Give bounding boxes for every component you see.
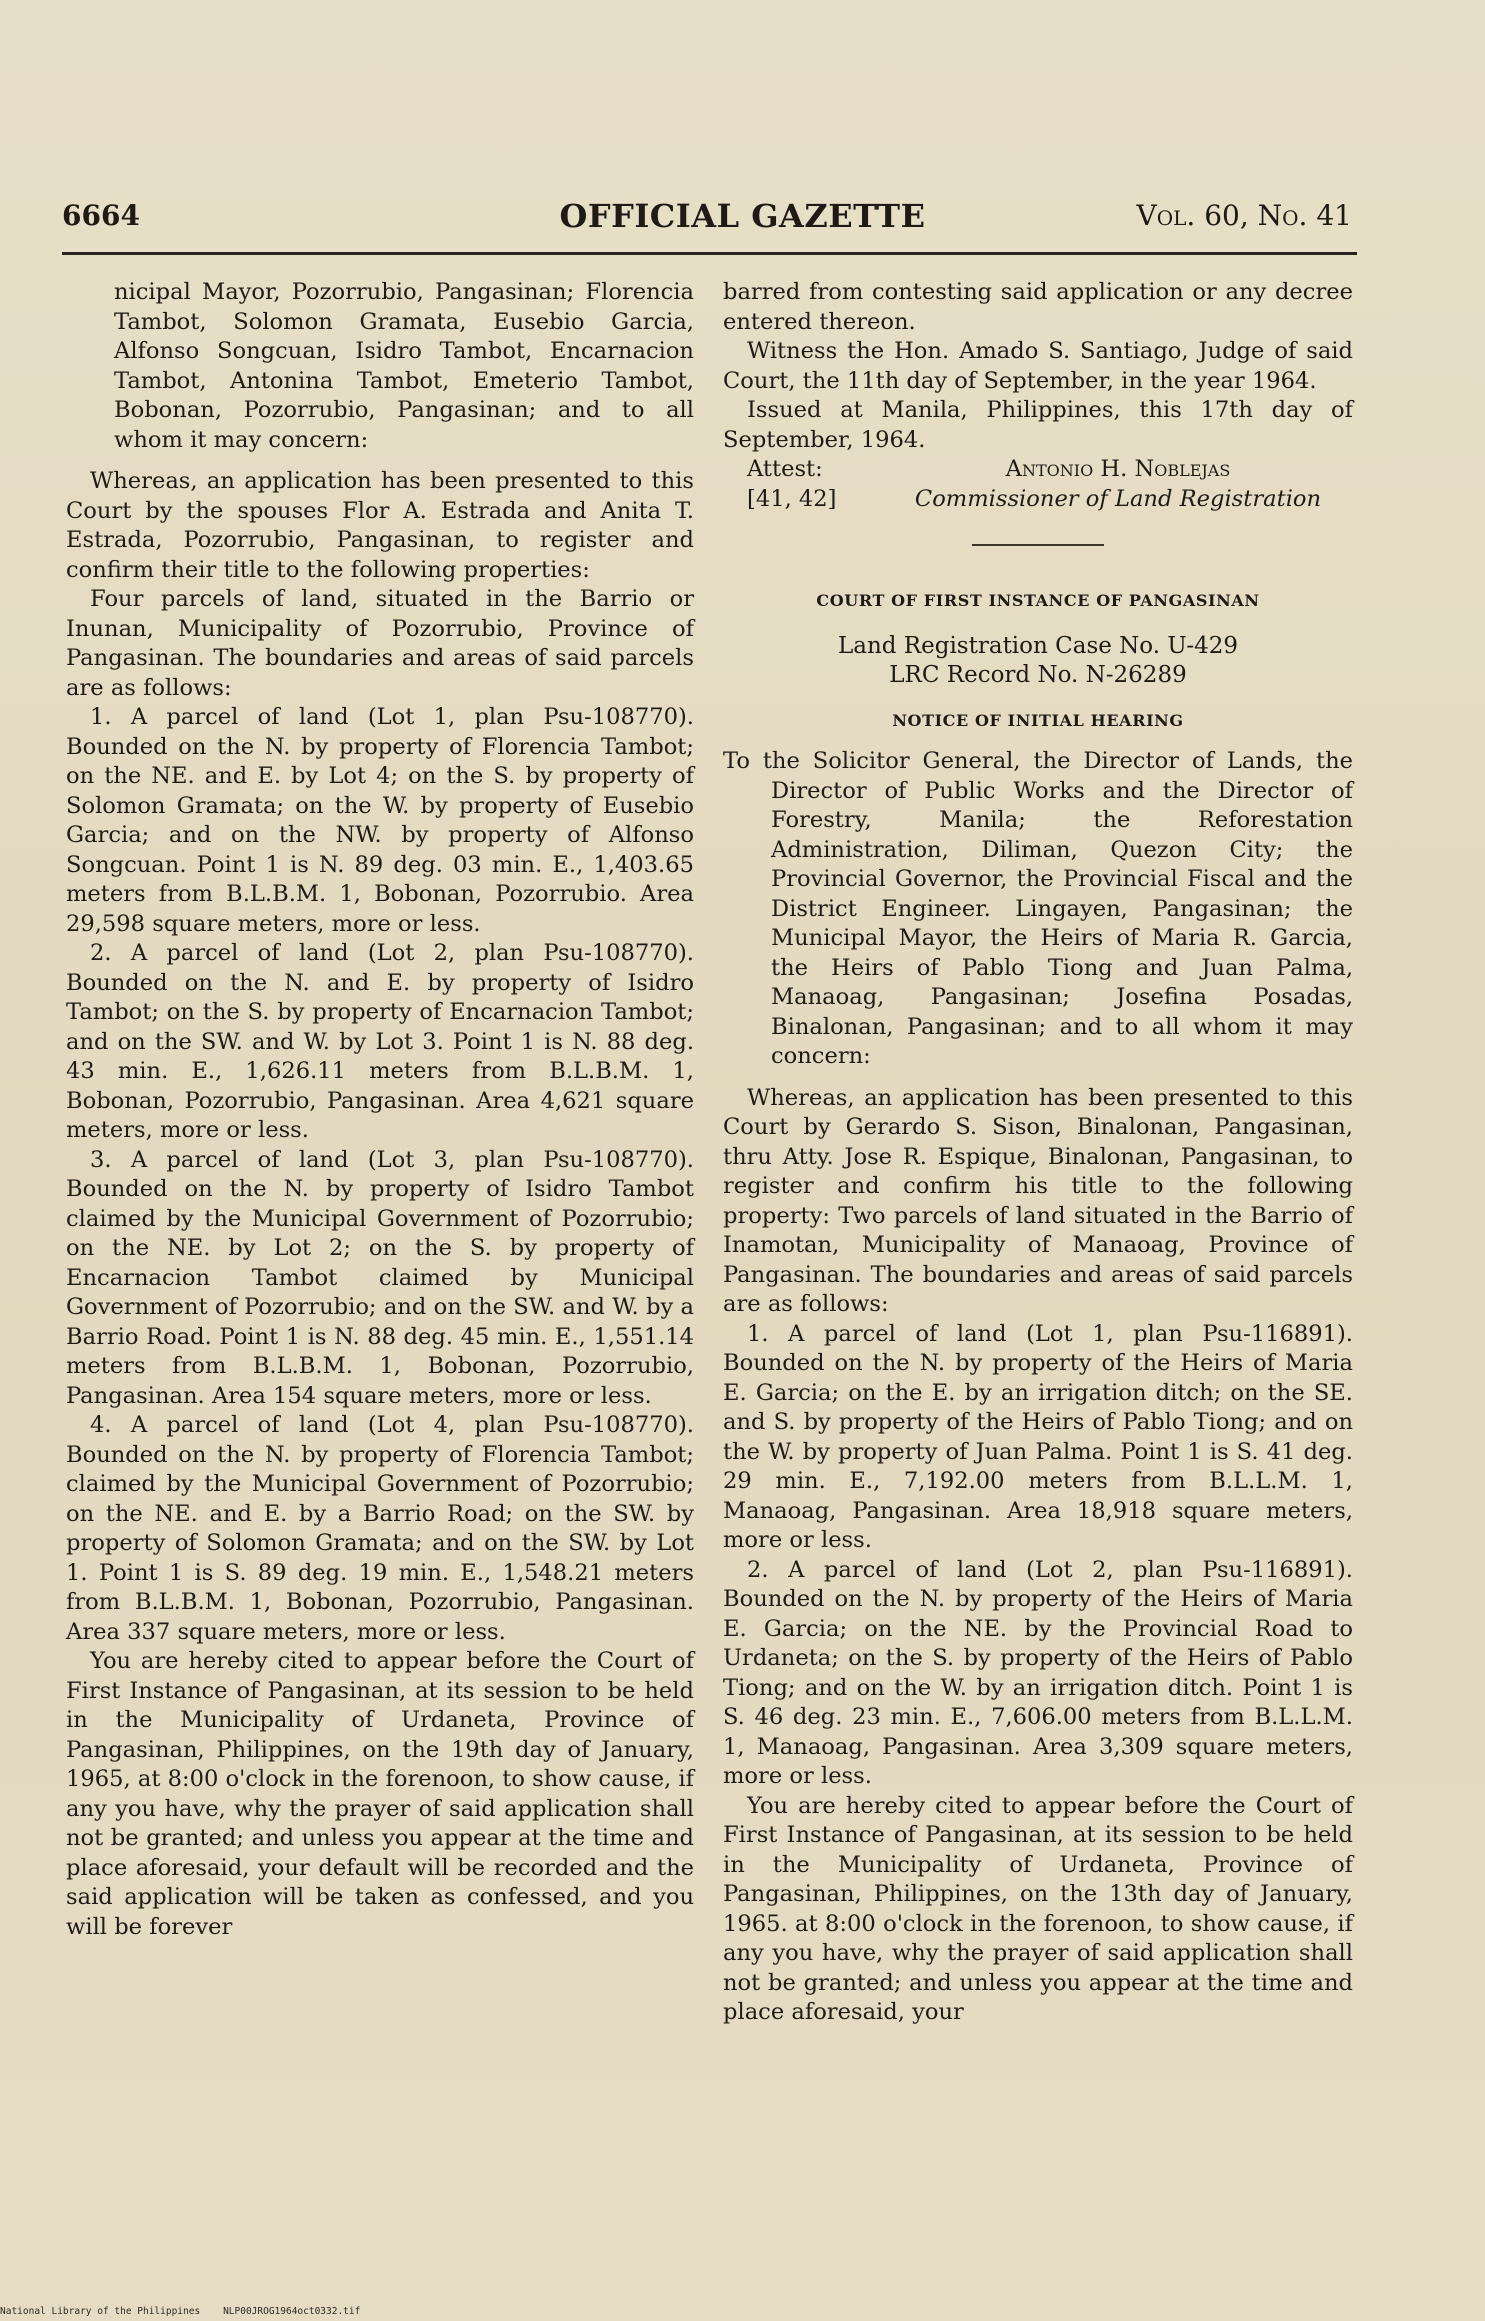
signatory-title: Commissioner of Land Registration [914, 485, 1322, 512]
whereas-paragraph-2: Whereas, an application has been presented to this Court by Gerardo S. Sison, Binalonan, Pangasinan, thru Atty. Jose R. Espique, Binalonan, Pangasinan, to register and confirm his title to the following property: Two parcels of land situated in the Barrio of Inamotan, Municipality of Manaoag, Province of Pangasinan. The boundaries and areas of said parcels are as follows: [723, 1084, 1353, 1317]
lot-1-paragraph: 1. A parcel of land (Lot 1, plan Psu-108770). Bounded on the N. by property of Florencia Tambot; on the NE. and E. by Lot 4; on the S. by property of Solomon Gramata; on the W. by property of Eusebio Garcia; and on the NW. by property of Alfonso Songcuan. Point 1 is N. 89 deg. 03 min. E., 1,403.65 meters from B.L.B.M. 1, Bobonan, Pozorrubio. Area 29,598 square meters, more or less. [66, 704, 694, 937]
attest-name: Antonio H. Noblejas [1005, 456, 1231, 482]
lrc-record-number: LRC Record No. N-26289 [889, 661, 1187, 688]
page-number: 6664 [62, 199, 140, 232]
court-heading: COURT OF FIRST INSTANCE OF PANGASINAN [816, 591, 1260, 610]
case-number: Land Registration Case No. U-429 [837, 632, 1239, 659]
attest-label: Attest: [747, 456, 823, 482]
attest-line [723, 455, 1353, 485]
volume-number: Vol. 60, No. 41 [1136, 199, 1352, 232]
parcels-intro-paragraph: Four parcels of land, situated in the Barrio or Inunan, Municipality of Pozorrubio, Province of Pangasinan. The boundaries and areas of said parcels are as follows: [66, 586, 694, 701]
lot-4-paragraph: 4. A parcel of land (Lot 4, plan Psu-108770). Bounded on the N. by property of Florencia Tambot; claimed by the Municipal Government of Pozorrubio; on the NE. and E. by a Barrio Road; on the SW. by property of Solomon Gramata; and on the SW. by Lot 1. Point 1 is S. 89 deg. 19 min. E., 1,548.21 meters from B.L.B.M. 1, Bobonan, Pozorrubio, Pangasinan. Area 337 square meters, more or less. [66, 1412, 694, 1645]
file-name: NLP00JROG1964oct0332.tif [223, 2306, 361, 2317]
right-column [723, 278, 1353, 2028]
witness-paragraph: Witness the Hon. Amado S. Santiago, Judge of said Court, the 11th day of September, in the year 1964. [723, 338, 1353, 394]
lot-2-paragraph-2: 2. A parcel of land (Lot 2, plan Psu-116891). Bounded on the N. by property of the Heirs of Maria E. Garcia; on the NE. by the Provincial Road to Urdaneta; on the S. by property of the Heirs of Pablo Tiong; and on the W. by an irrigation ditch. Point 1 is S. 46 deg. 23 min. E., 7,606.00 meters from B.L.L.M. 1, Manaoag, Pangasinan. Area 3,309 square meters, more or less. [723, 1556, 1353, 1789]
addressee-paragraph: To the Solicitor General, the Director of Lands, the Director of Public Works and the Director of Forestry, Manila; the Reforestation Administration, Diliman, Quezon City; the Provincial Governor, the Provincial Fiscal and the District Engineer. Lingayen, Pangasinan; the Municipal Mayor, the Heirs of Maria R. Garcia, the Heirs of Pablo Tiong and Juan Palma, Manaoag, Pangasinan; Josefina Posadas, Binalonan, Pangasinan; and to all whom it may concern: [723, 748, 1353, 1069]
lot-3-paragraph: 3. A parcel of land (Lot 3, plan Psu-108770). Bounded on the N. by property of Isidro Tambot claimed by the Municipal Government of Pozorrubio; on the NE. by Lot 2; on the S. by property of Encarnacion Tambot claimed by Municipal Government of Pozorrubio; and on the SW. and W. by a Barrio Road. Point 1 is N. 88 deg. 45 min. E., 1,551.14 meters from B.L.B.M. 1, Bobonan, Pozorrubio, Pangasinan. Area 154 square meters, more or less. [66, 1146, 694, 1409]
publication-title: OFFICIAL GAZETTE [559, 197, 926, 235]
citation-paragraph: You are hereby cited to appear before the Court of First Instance of Pangasinan, at its session to be held in the Municipality of Urdaneta, Province of Pangasinan, Philippines, on the 19th day of January, 1965, at 8:00 o'clock in the forenoon, to show cause, if any you have, why the prayer of said application shall not be granted; and unless you appear at the time and place aforesaid, your default will be recorded and the said application will be taken as confessed, and you will be forever [66, 1648, 695, 1940]
header-rule [62, 252, 1357, 255]
issued-paragraph: Issued at Manila, Philippines, this 17th day of September, 1964. [723, 397, 1353, 453]
library-credit: National Library of the Philippines [0, 2306, 201, 2317]
whereas-paragraph: Whereas, an application has been presented to this Court by the spouses Flor A. Estrada and Anita T. Estrada, Pozorrubio, Pangasinan, to register and confirm their title to the following properties: [66, 468, 694, 583]
notice-heading: NOTICE OF INITIAL HEARING [892, 710, 1184, 730]
citation-paragraph-2: You are hereby cited to appear before the Court of First Instance of Pangasinan, at its session to be held in the Municipality of Urdaneta, Province of Pangasinan, Philippines, on the 13th day of January, 1965. at 8:00 o'clock in the forenoon, to show cause, if any you have, why the prayer of said application shall not be granted; and unless you appear at the time and place aforesaid, your [723, 1792, 1353, 2025]
lot-2-paragraph: 2. A parcel of land (Lot 2, plan Psu-108770). Bounded on the N. and E. by property of Isidro Tambot; on the S. by property of Encarnacion Tambot; and on the SW. and W. by Lot 3. Point 1 is N. 88 deg. 43 min. E., 1,626.11 meters from B.L.B.M. 1, Bobonan, Pozorrubio, Pangasinan. Area 4,621 square meters, more or less. [66, 940, 694, 1143]
scan-footer [0, 2306, 360, 2317]
section-divider [972, 544, 1104, 546]
barred-paragraph: barred from contesting said application or any decree entered thereon. [723, 279, 1353, 335]
reference-number: [41, 42] [747, 485, 837, 512]
signature-title-line [723, 485, 1353, 515]
lot-1-paragraph-2: 1. A parcel of land (Lot 1, plan Psu-116891). Bounded on the N. by property of the Heirs of Maria E. Garcia; on the E. by an irrigation ditch; on the SE. and S. by property of the Heirs of Pablo Tiong; and on the W. by property of Juan Palma. Point 1 is S. 41 deg. 29 min. E., 7,192.00 meters from B.L.L.M. 1, Manaoag, Pangasinan. Area 18,918 square meters, more or less. [723, 1320, 1353, 1553]
left-column [66, 278, 694, 1942]
addressee-continuation: nicipal Mayor, Pozorrubio, Pangasinan; Florencia Tambot, Solomon Gramata, Eusebio Garcia, Alfonso Songcuan, Isidro Tambot, Encarnacion Tambot, Antonina Tambot, Emeterio Tambot, Bobonan, Pozorrubio, Pangasinan; and to all whom it may concern: [114, 279, 694, 453]
